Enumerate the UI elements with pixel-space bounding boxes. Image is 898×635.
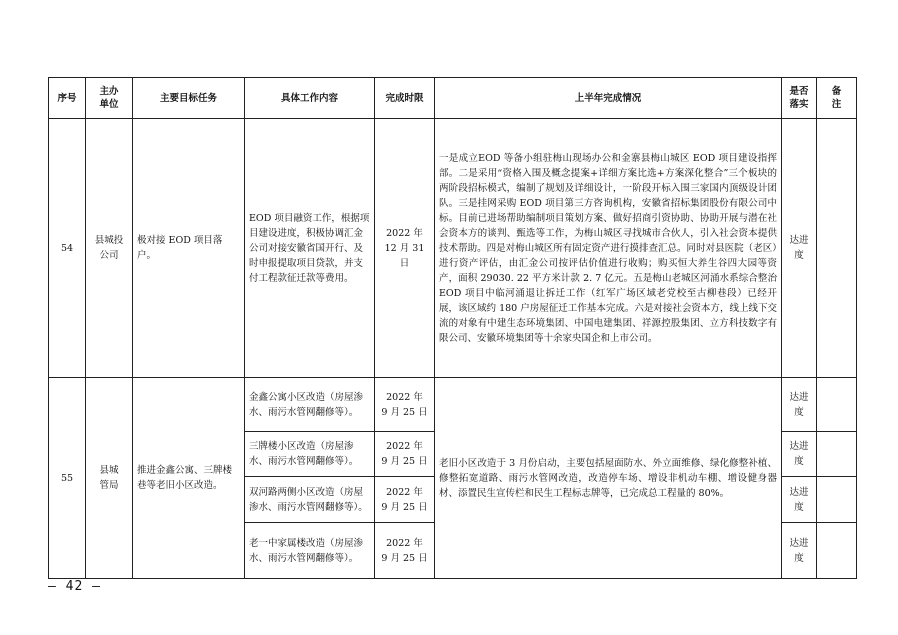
header-seq: 序号 [49, 78, 86, 119]
row-deadline: 2022 年 9 月 25 日 [375, 523, 435, 579]
row-note [817, 378, 857, 432]
row-deadline: 2022 年 9 月 25 日 [375, 432, 435, 477]
row-content: EOD 项目融资工作，根据项目建设进度，积极协调汇金公司对接安徽省国开行、及时申报提取项目贷款，并支付工程款征迁款等费用。 [245, 119, 375, 378]
work-progress-table [48, 77, 857, 579]
row-done: 达进 度 [782, 477, 817, 523]
row-done: 达进 度 [782, 119, 817, 378]
row-content: 老一中家属楼改造（房屋渗水、雨污水管网翻修等）。 [245, 523, 375, 579]
row-task: 推进金鑫公寓、三牌楼巷等老旧小区改造。 [133, 378, 245, 579]
row-progress: 一是成立EOD 等备小组驻梅山现场办公和金寨县梅山城区 EOD 项目建设指挥部。二是采用“资格入围及概念提案+详细方案比选+方案深化整合”三个板块的两阶段招标模式，编制了规划及详细设计，一阶段开标入围三家国内顶级设计团队。三是挂网采购 EOD 项目第三方咨询机构，安徽省招标集团股份有限公司中标。目前已进场帮助编制项目策划方案、做好招商引资协助、协助开展与潜在社会资本方的谈判、甄选等工作，为梅山城区寻找城市合伙人，引入社会资本提供技术帮助。四是对梅山城区所有固定资产进行摸排查汇总。同时对县医院（老区）进行资产评估，由汇金公司按评估价值进行收购；购买恒大养生谷四大园等资产，面积 29030. 22 平方米计款 2. 7 亿元。五是梅山老城区河涌水系综合整治 EOD 项目中临河涌退让拆迁工作（红军广场区域老党校至古柳巷段）已经开展，该区域约 180 户房屋征迁工作基本完成。六是对接社会资本方，线上线下交流的对象有中建生态环境集团、中国电建集团、祥源控股集团、立方科技数字有限公司、安徽环境集团等十余家央国企和上市公司。 [435, 119, 782, 378]
row-content: 双河路两侧小区改造（房屋渗水、雨污水管网翻修等）。 [245, 477, 375, 523]
header-content: 具体工作内容 [245, 78, 375, 119]
row-progress: 老旧小区改造于 3 月份启动，主要包括屋面防水、外立面维修、绿化修整补植、修整拓宽道路、雨污水管网改造，改造停车场、增设非机动车棚、增设健身器材、添置民生宣传栏和民生工程标志牌等，已完成总工程量的 80%。 [435, 378, 782, 579]
row-task: 极对接 EOD 项目落户。 [133, 119, 245, 378]
header-note: 备 注 [817, 78, 857, 119]
row-deadline: 2022 年 12 月 31 日 [375, 119, 435, 378]
header-done: 是否 落实 [782, 78, 817, 119]
row-deadline: 2022 年 9 月 25 日 [375, 477, 435, 523]
row-dept: 县城投 公司 [86, 119, 133, 378]
row-done: 达进 度 [782, 378, 817, 432]
row-dept: 县城 管局 [86, 378, 133, 579]
row-done: 达进 度 [782, 523, 817, 579]
row-seq: 55 [49, 378, 86, 579]
row-seq: 54 [49, 119, 86, 378]
row-note [817, 523, 857, 579]
page-number: — 42 — [48, 579, 101, 594]
table-header-row [49, 78, 857, 119]
table-row [49, 378, 857, 432]
table-row [49, 119, 857, 378]
row-deadline: 2022 年 9 月 25 日 [375, 378, 435, 432]
row-note [817, 119, 857, 378]
header-deadline: 完成时限 [375, 78, 435, 119]
header-dept: 主办 单位 [86, 78, 133, 119]
row-content: 三牌楼小区改造（房屋渗水、雨污水管网翻修等）。 [245, 432, 375, 477]
row-note [817, 477, 857, 523]
header-task: 主要目标任务 [133, 78, 245, 119]
row-note [817, 432, 857, 477]
row-done: 达进 度 [782, 432, 817, 477]
row-content: 金鑫公寓小区改造（房屋渗水、雨污水管网翻修等）。 [245, 378, 375, 432]
header-progress: 上半年完成情况 [435, 78, 782, 119]
